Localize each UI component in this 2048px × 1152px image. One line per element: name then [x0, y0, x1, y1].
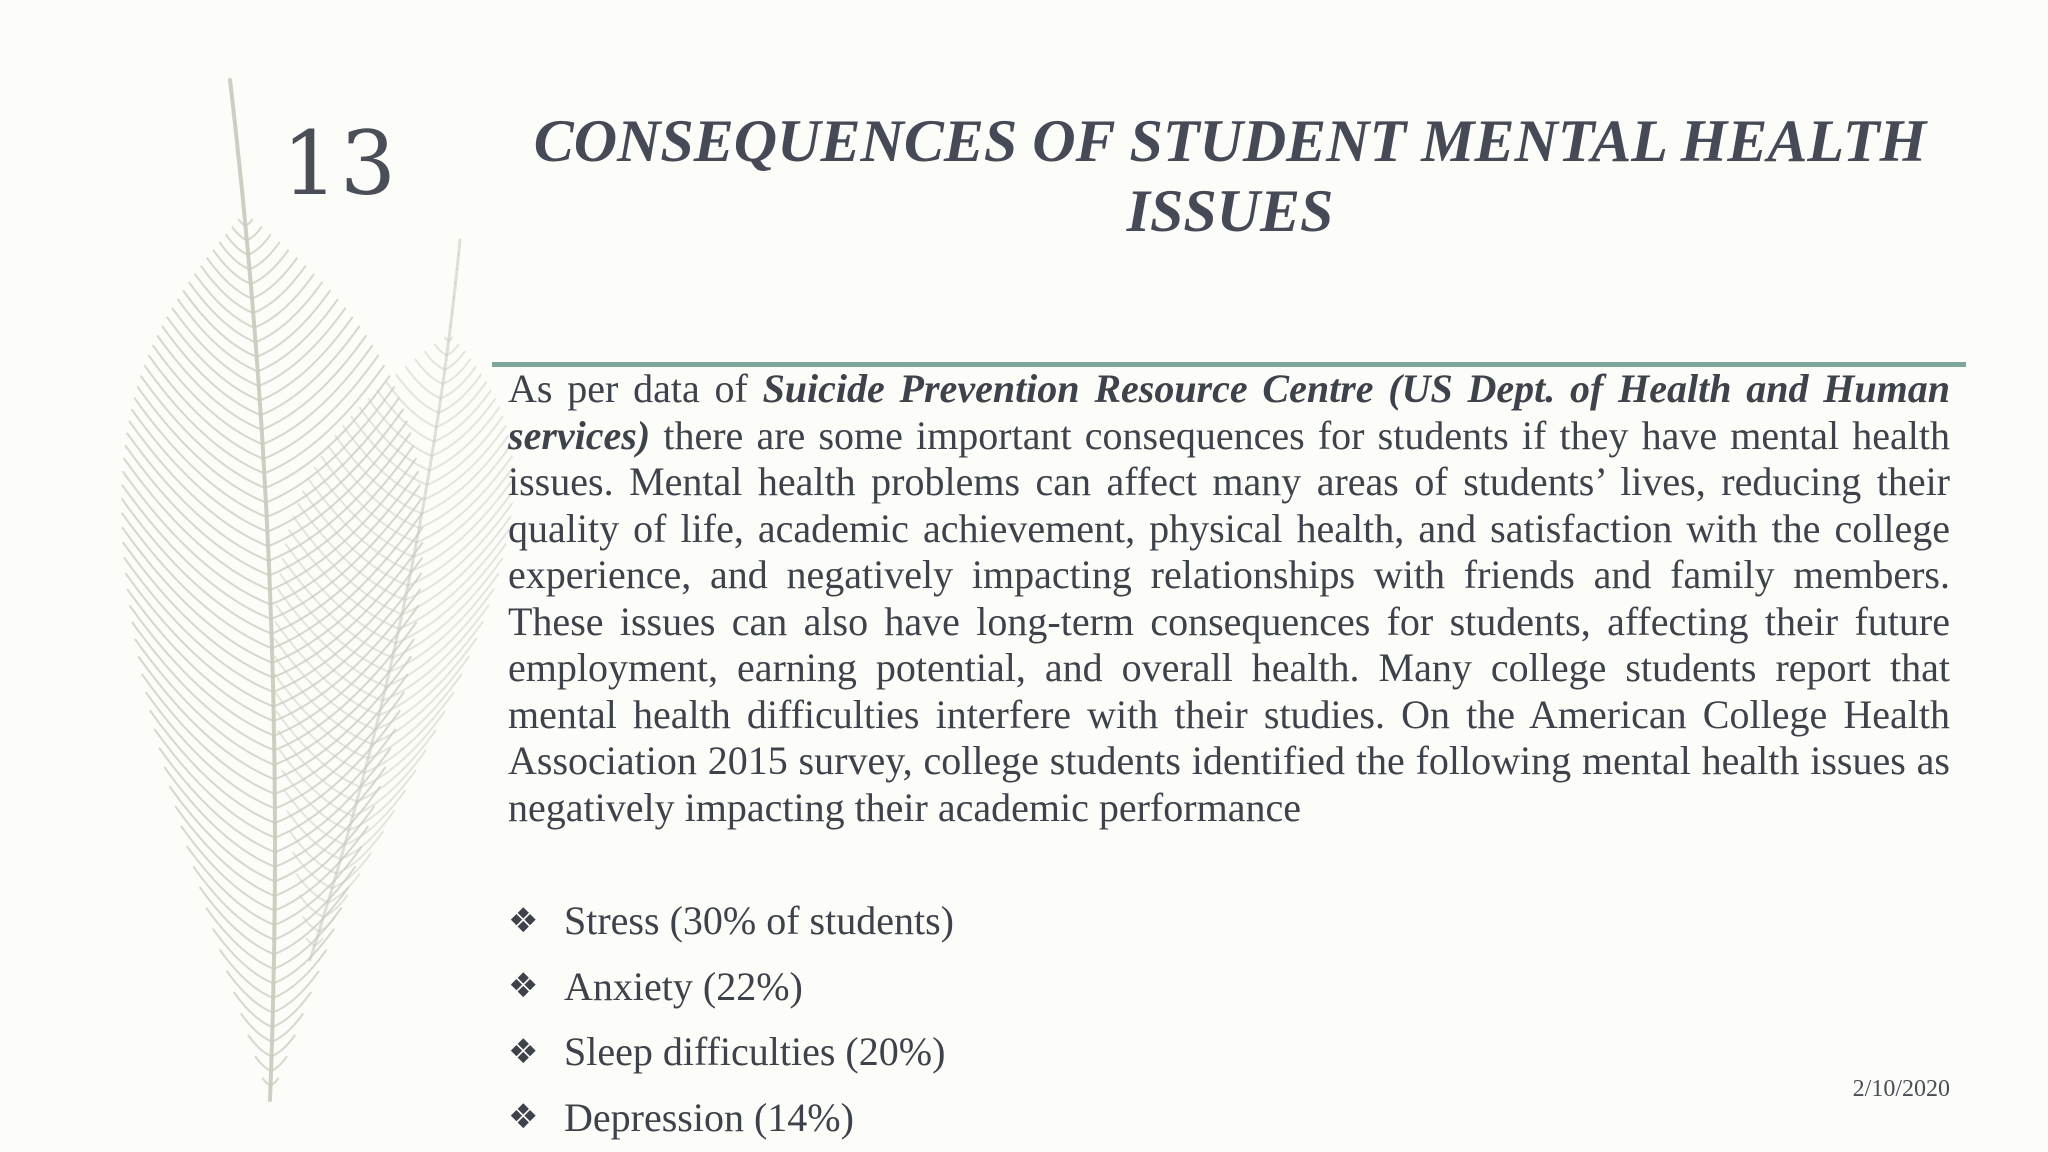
list-item	[508, 1085, 954, 1151]
diamond-bullet-icon: ❖	[508, 966, 539, 1007]
list-item	[508, 954, 954, 1020]
diamond-bullet-icon: ❖	[508, 1097, 539, 1138]
list-item-text: Stress (30% of students)	[564, 898, 954, 944]
slide-number: 13	[282, 112, 398, 215]
slide-date: 2/10/2020	[1852, 1076, 1950, 1102]
body-rest: there are some important consequences for students if they have mental health issues. Mental health problems can affect many areas of students’ lives, reducing their quality of life, academic achievement, physical health, and satisfaction with the college experience, and negatively impacting relationships with friends and family members. These issues can also have long-term consequences for students, affecting their future employment, earning potential, and overall health. Many college students report that mental health difficulties interfere with their studies. On the American College Health Association 2015 survey, college students identified the following mental health issues as negatively impacting their academic performance	[508, 412, 1950, 830]
source-citation: Suicide Prevention Resource Centre (US Dept. of Health and Human services)	[508, 366, 1950, 458]
slide-title: CONSEQUENCES OF STUDENT MENTAL HEALTH ISSUES	[533, 108, 1927, 244]
list-item	[508, 888, 954, 954]
body-intro: As per data of	[508, 366, 763, 411]
list-item-text: Anxiety (22%)	[564, 963, 803, 1009]
impact-list	[508, 888, 954, 1150]
list-item	[508, 1019, 954, 1085]
diamond-bullet-icon: ❖	[508, 1031, 539, 1072]
diamond-bullet-icon: ❖	[508, 900, 539, 941]
body-paragraph	[508, 366, 1950, 831]
list-item-text: Sleep difficulties (20%)	[564, 1029, 946, 1075]
list-item-text: Depression (14%)	[564, 1094, 854, 1140]
